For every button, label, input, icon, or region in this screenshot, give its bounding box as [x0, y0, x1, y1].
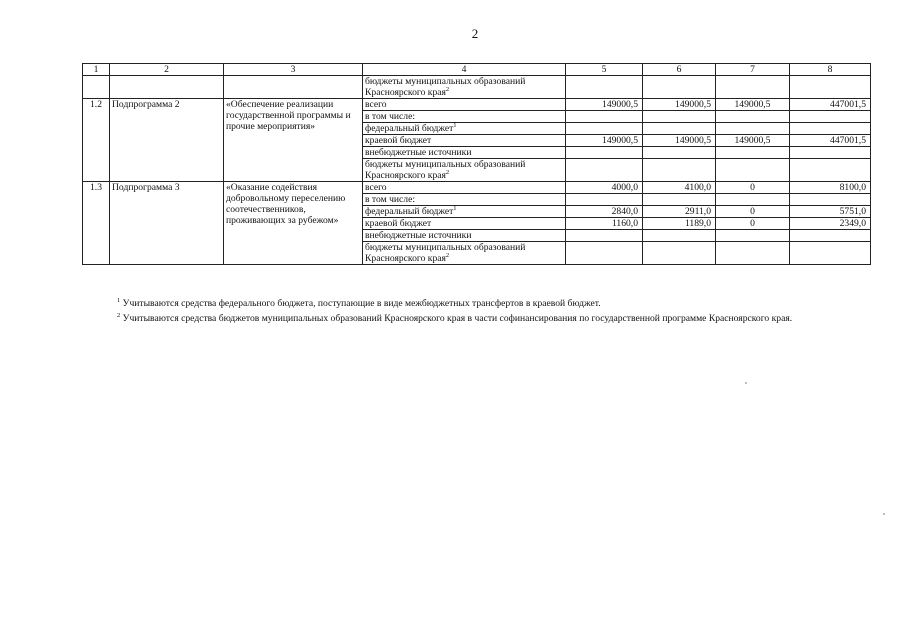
funding-source-text: внебюджетные источники [365, 147, 472, 158]
amount-col-8-cell [790, 230, 871, 242]
footnote-ref: 1 [453, 205, 457, 212]
footnote-ref: 2 [445, 169, 450, 176]
amount-col-6-cell [643, 159, 716, 182]
amount-col-6-cell [643, 242, 716, 265]
empty-cell [224, 76, 363, 99]
amount-col-7-cell [716, 111, 790, 123]
funding-source-cell [363, 206, 566, 218]
subprogram-description-cell: «Оказание содействия добровольному переселению соотечественников, проживающих за рубежом» [224, 182, 363, 265]
scan-speck [745, 382, 747, 384]
header-cell: 8 [790, 64, 871, 76]
funding-source-text: в том числе: [365, 111, 416, 122]
continuation-row [83, 76, 871, 99]
amount-col-5-cell: 2840,0 [566, 206, 643, 218]
funding-source-text: бюджеты муниципальных образований Красноярского края [365, 76, 526, 98]
header-cell: 4 [363, 64, 566, 76]
amount-col-7-cell: 149000,5 [716, 135, 790, 147]
amount-col-6-cell: 149000,5 [643, 135, 716, 147]
funding-source-cell [363, 230, 566, 242]
funding-source-cell [363, 111, 566, 123]
funding-source-cell [363, 135, 566, 147]
amount-col-6-cell: 2911,0 [643, 206, 716, 218]
footnote-mark: 1 [117, 297, 121, 304]
footnote-ref: 2 [445, 86, 450, 93]
amount-col-5-cell [566, 242, 643, 265]
footnotes [117, 296, 897, 326]
funding-source-cell [363, 147, 566, 159]
empty-cell [643, 76, 716, 99]
funding-source-text: всего [365, 182, 387, 193]
footnote-ref: 2 [445, 252, 450, 259]
budget-table [82, 63, 871, 265]
funding-source-text: федеральный бюджет [365, 206, 454, 217]
amount-col-5-cell [566, 194, 643, 206]
amount-col-5-cell: 149000,5 [566, 99, 643, 111]
amount-col-6-cell [643, 230, 716, 242]
funding-source-text: всего [365, 99, 387, 110]
amount-col-7-cell: 149000,5 [716, 99, 790, 111]
amount-col-5-cell [566, 123, 643, 135]
amount-col-5-cell [566, 230, 643, 242]
amount-col-7-cell: 0 [716, 206, 790, 218]
funding-source-cell [363, 194, 566, 206]
funding-source-cell [363, 182, 566, 194]
funding-source-text: краевой бюджет [365, 218, 432, 229]
amount-col-7-cell: 0 [716, 218, 790, 230]
header-cell: 1 [83, 64, 110, 76]
funding-source-cell [363, 242, 566, 265]
scan-speck [883, 513, 885, 515]
footnote-text: Учитываются средства федерального бюджета, поступающие в виде межбюджетных трансфертов в краевой бюджет. [122, 298, 601, 309]
subprogram-description-cell: «Обеспечение реализации государственной программы и прочие мероприятия» [224, 99, 363, 182]
funding-source-cell [363, 218, 566, 230]
amount-col-5-cell [566, 147, 643, 159]
header-cell: 3 [224, 64, 363, 76]
empty-cell [110, 76, 224, 99]
amount-col-6-cell [643, 194, 716, 206]
amount-col-6-cell: 149000,5 [643, 99, 716, 111]
amount-col-8-cell [790, 123, 871, 135]
amount-col-6-cell: 4100,0 [643, 182, 716, 194]
funding-source-text: бюджеты муниципальных образований Красноярского края [365, 242, 526, 264]
funding-source-text: федеральный бюджет [365, 123, 454, 134]
amount-col-8-cell: 2349,0 [790, 218, 871, 230]
amount-col-5-cell: 149000,5 [566, 135, 643, 147]
funding-source-text: внебюджетные источники [365, 230, 472, 241]
table-row [83, 99, 871, 111]
amount-col-5-cell [566, 111, 643, 123]
amount-col-7-cell [716, 159, 790, 182]
header-cell: 5 [566, 64, 643, 76]
amount-col-5-cell: 1160,0 [566, 218, 643, 230]
empty-cell [566, 76, 643, 99]
amount-col-7-cell [716, 123, 790, 135]
empty-cell [790, 76, 871, 99]
page-number: 2 [471, 26, 479, 41]
amount-col-6-cell: 1189,0 [643, 218, 716, 230]
amount-col-8-cell [790, 111, 871, 123]
amount-col-8-cell [790, 147, 871, 159]
amount-col-6-cell [643, 111, 716, 123]
amount-col-5-cell: 4000,0 [566, 182, 643, 194]
amount-col-6-cell [643, 123, 716, 135]
funding-source-cell [363, 159, 566, 182]
amount-col-7-cell [716, 242, 790, 265]
amount-col-8-cell: 447001,5 [790, 99, 871, 111]
empty-cell [716, 76, 790, 99]
amount-col-7-cell [716, 194, 790, 206]
amount-col-8-cell: 447001,5 [790, 135, 871, 147]
empty-cell [83, 76, 110, 99]
funding-source-text: в том числе: [365, 194, 416, 205]
subprogram-name-cell: Подпрограмма 3 [110, 182, 224, 265]
funding-source-cell [363, 76, 566, 99]
subprogram-name-cell: Подпрограмма 2 [110, 99, 224, 182]
amount-col-8-cell: 8100,0 [790, 182, 871, 194]
amount-col-8-cell: 5751,0 [790, 206, 871, 218]
header-cell: 7 [716, 64, 790, 76]
footnote-1 [117, 296, 897, 311]
funding-source-cell [363, 99, 566, 111]
amount-col-8-cell [790, 242, 871, 265]
header-row [83, 64, 871, 76]
header-cell: 2 [110, 64, 224, 76]
amount-col-7-cell [716, 147, 790, 159]
amount-col-7-cell [716, 230, 790, 242]
amount-col-5-cell [566, 159, 643, 182]
amount-col-8-cell [790, 194, 871, 206]
footnote-mark: 2 [117, 312, 121, 319]
funding-source-text: краевой бюджет [365, 135, 432, 146]
footnote-2 [117, 311, 897, 326]
row-number-cell: 1.3 [83, 182, 110, 265]
header-cell: 6 [643, 64, 716, 76]
footnote-text: Учитываются средства бюджетов муниципальных образований Красноярского края в части софинансирования по государственной программе Красноярского края. [122, 313, 793, 324]
funding-source-cell [363, 123, 566, 135]
funding-source-text: бюджеты муниципальных образований Красноярского края [365, 159, 526, 181]
row-number-cell: 1.2 [83, 99, 110, 182]
amount-col-7-cell: 0 [716, 182, 790, 194]
table-row [83, 182, 871, 194]
amount-col-8-cell [790, 159, 871, 182]
amount-col-6-cell [643, 147, 716, 159]
table-body [83, 64, 871, 265]
footnote-ref: 1 [453, 122, 457, 129]
